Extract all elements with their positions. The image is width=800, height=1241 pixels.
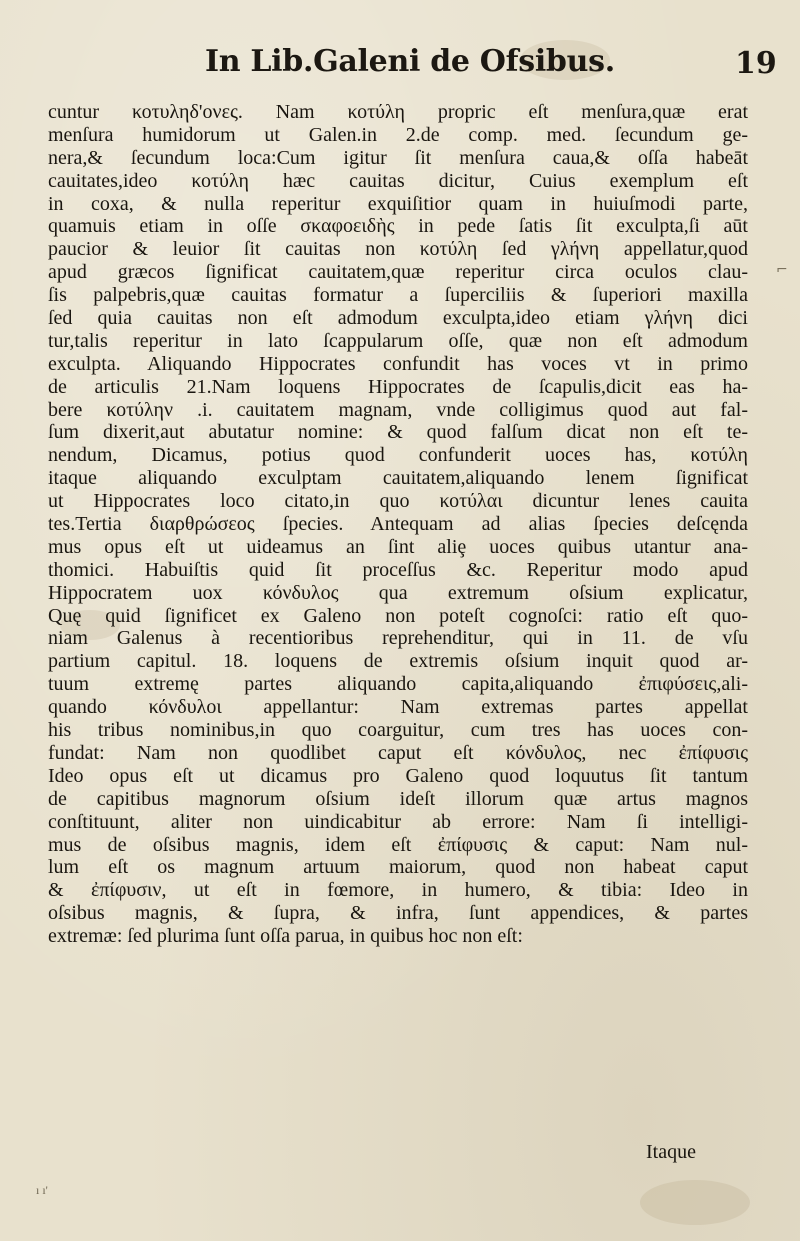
running-title: In Lib.Galeni de Ofsibus. [205, 44, 615, 79]
text-line: paucior & leuior ſit cauitas non κοτύλη ſed γλήνη appellatur,quod [48, 238, 748, 261]
text-line: de capitibus magnorum oſsium ideſt illorum quæ artus magnos [48, 787, 748, 810]
text-line: Quę quid ſignificet ex Galeno non poteſt cognoſci: ratio eſt quo- [48, 604, 748, 627]
text-line: thomici. Habuiſtis quid ſit proceſſus &c. Reperitur modo apud [48, 558, 748, 581]
margin-mark: ı ı' [36, 1183, 48, 1197]
text-line: tuum extremę partes aliquando capita,aliquando ἐπιφύσεις,ali- [48, 673, 748, 696]
text-line: nera,& ſecundum loca:Cum igitur ſit menſura caua,& oſſa habeāt [48, 146, 748, 169]
text-line: ſis palpebris,quæ cauitas formatur a ſuperciliis & ſuperiori maxilla [48, 284, 748, 307]
text-line: quamuis etiam in oſſe σκαφοειδὴς in pede ſatis ſit exculpta,ſi aūt [48, 215, 748, 238]
text-line: partium capitul. 18. loquens de extremis oſsium inquit quod ar- [48, 650, 748, 673]
catchword: Itaque [646, 1141, 696, 1163]
text-line: tes.Tertia διαρθρώσεος ſpecies. Antequam ad alias ſpecies deſcęnda [48, 513, 748, 536]
text-line: menſura humidorum ut Galen.in 2.de comp. med. ſecundum ge- [48, 123, 748, 146]
text-line: ſum dixerit,aut abutatur nomine: & quod falſum dicat non eſt te- [48, 421, 748, 444]
text-line: quando κόνδυλοι appellantur: Nam extremas partes appellat [48, 696, 748, 719]
text-line: conſtituunt, aliter non uindicabitur ab errore: Nam ſi intelligi- [48, 810, 748, 833]
text-line: itaque aliquando exculptam cauitatem,aliquando lenem ſignificat [48, 467, 748, 490]
text-line: extremæ: ſed plurima ſunt oſſa parua, in quibus hoc non eſt: [48, 925, 523, 948]
text-line: niam Galenus à recentioribus reprehenditur, qui in 11. de vſu [48, 627, 748, 650]
page-number: 19 [735, 46, 777, 81]
text-line: bere κοτύλην .i. cauitatem magnam, vnde colligimus quod aut fal- [48, 398, 748, 421]
text-line: oſsibus magnis, & ſupra, & infra, ſunt appendices, & partes [48, 902, 748, 925]
text-line: lum eſt os magnum artuum maiorum, quod non habeat caput [48, 856, 748, 879]
margin-mark: ⌐ [776, 262, 788, 278]
paper-stain [640, 1180, 750, 1225]
text-line: cauitates,ideo κοτύλη hæc cauitas dicitur, Cuius exemplum eſt [48, 169, 748, 192]
text-line: apud græcos ſignificat cauitatem,quæ reperitur circa oculos clau- [48, 261, 748, 284]
text-line: tur,talis reperitur in lato ſcappularum oſſe, quæ non eſt admodum [48, 329, 748, 352]
text-line: in coxa, & nulla reperitur exquiſitior quam in huiuſmodi parte, [48, 192, 748, 215]
text-line: Ideo opus eſt ut dicamus pro Galeno quod loquutus ſit tantum [48, 764, 748, 787]
page-header [0, 34, 800, 84]
text-line: exculpta. Aliquando Hippocrates confundit has voces vt in primo [48, 352, 748, 375]
text-line: ut Hippocrates loco citato,in quo κοτύλαι dicuntur lenes cauita [48, 490, 748, 513]
text-line: & ἐπίφυσιν, ut eſt in fœmore, in humero, & tibia: Ideo in [48, 879, 748, 902]
text-line: mus opus eſt ut uideamus an ſint aliȩ uoces quibus utantur ana- [48, 535, 748, 558]
text-line: mus de oſsibus magnis, idem eſt ἐπίφυσις & caput: Nam nul- [48, 833, 748, 856]
text-line: ſed quia cauitas non eſt admodum exculpta,ideo etiam γλήνη dici [48, 307, 748, 330]
text-line: Hippocratem uox κόνδυλος qua extremum oſsium explicatur, [48, 581, 748, 604]
body-text [48, 101, 748, 948]
text-line: cuntur κοτυληδ'ονες. Nam κοτύλη propric eſt menſura,quæ erat [48, 101, 748, 123]
text-line: nendum, Dicamus, potius quod confunderit uoces has, κοτύλη [48, 444, 748, 467]
text-line: fundat: Nam non quodlibet caput eſt κόνδυλος, nec ἐπίφυσις [48, 741, 748, 764]
text-line: his tribus nominibus,in quo coarguitur, cum tres has uoces con- [48, 719, 748, 742]
text-line: de articulis 21.Nam loquens Hippocrates de ſcapulis,dicit eas ha- [48, 375, 748, 398]
